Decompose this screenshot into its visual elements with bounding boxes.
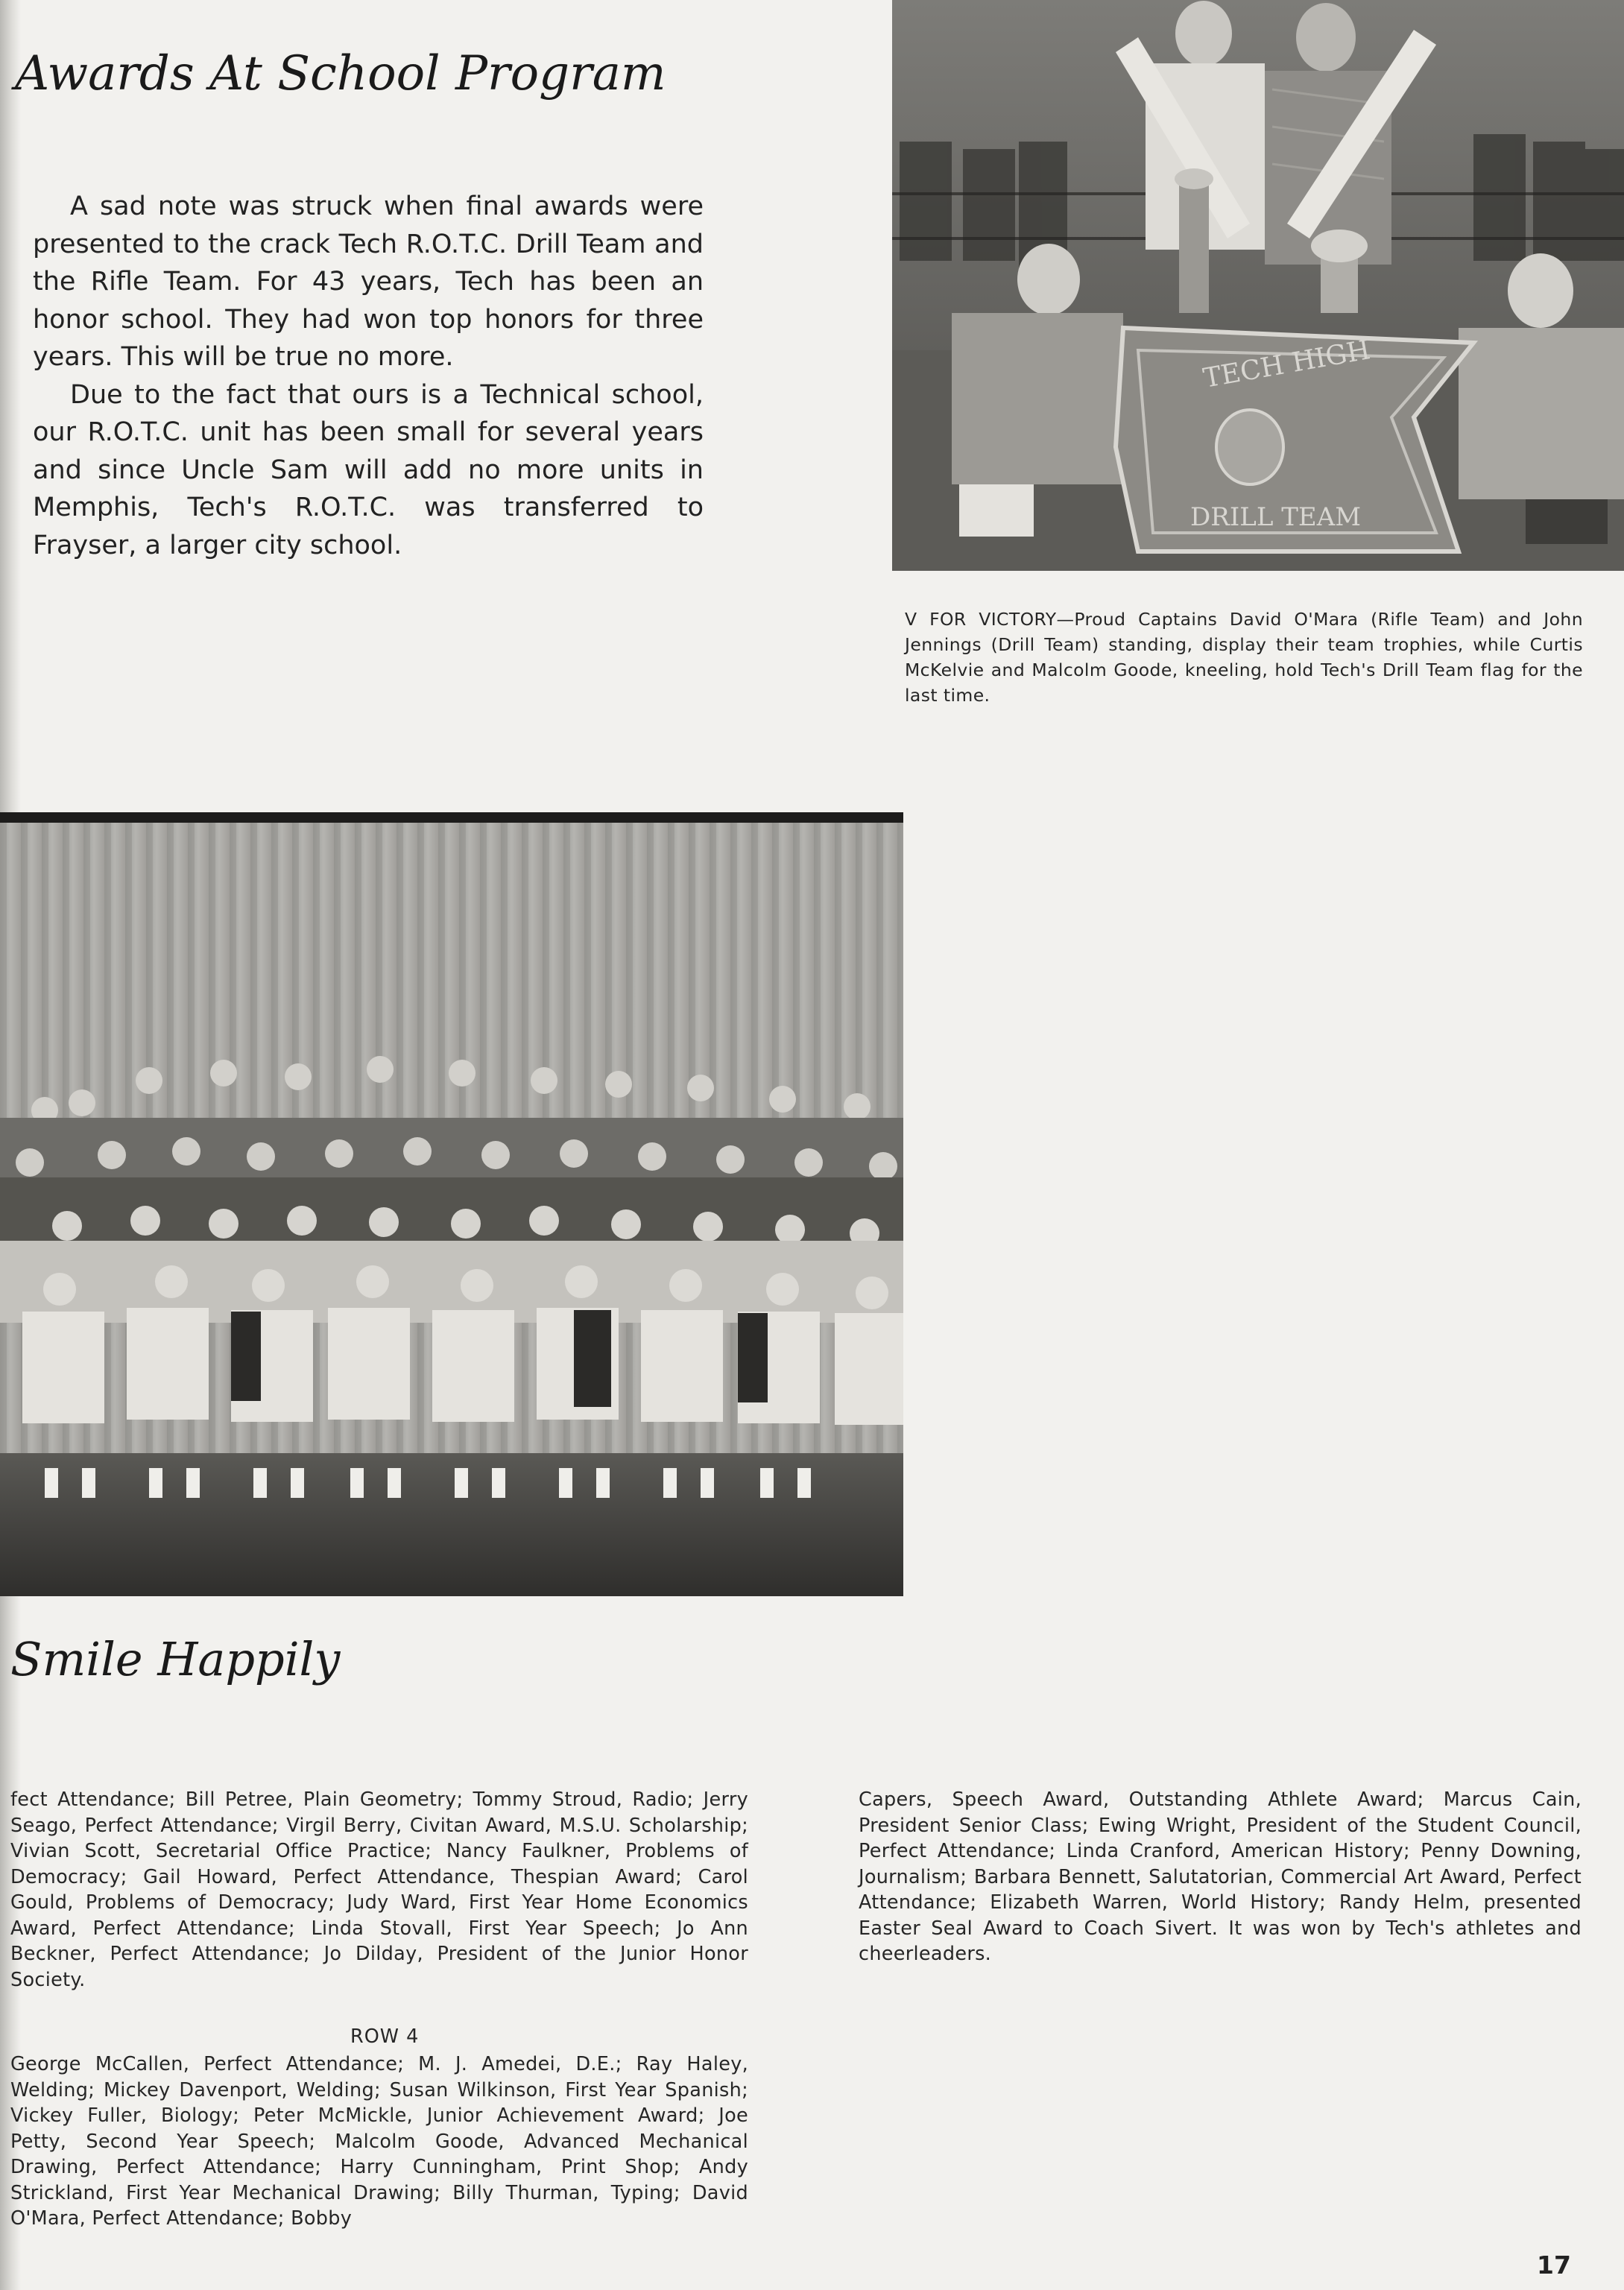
headline-awards: Awards At School Program: [15, 46, 666, 101]
award-names-column-left-top: fect Attendance; Bill Petree, Plain Geometry; Tommy Stroud, Radio; Jerry Seago, Perfect Attendance; Virgil Berry, Civitan Award, M.S.U. Scholarship; Vivian Scott, Secretarial Office Practice; Nancy Faulkner, Problems of Democracy; Gail Howard, Perfect Attendance, Thespian Award; Carol Gould, Problems of Democracy; Judy Ward, First Year Home Economics Award, Perfect Attendance; Linda Stovall, First Year Speech; Jo Ann Beckner, Perfect Attendance; Jo Dilday, President of the Junior Honor Society.: [10, 1788, 748, 1991]
award-names-column-left-bottom: George McCallen, Perfect Attendance; M. J. Amedei, D.E.; Ray Haley, Welding; Mickey Davenport, Welding; Susan Wilkinson, First Year Spanish; Vickey Fuller, Biology; Peter McMickle, Junior Achievement Award; Joe Petty, Second Year Speech; Malcolm Goode, Advanced Mechanical Drawing, Perfect Attendance; Harry Cunningham, Print Shop; Andy Strickland, First Year Mechanical Drawing; Billy Thurman, Typing; David O'Mara, Perfect Attendance; Bobby: [10, 2053, 748, 2230]
trophy-photo-caption: V FOR VICTORY—Proud Captains David O'Mara (Rifle Team) and John Jennings (Drill Team) standing, display their team trophies, while Curtis McKelvie and Malcolm Goode, kneeling, hold Tech's Drill Team flag for the last time.: [905, 609, 1583, 706]
headline-smile: Smile Happily: [10, 1632, 341, 1686]
flag-text-bottom: DRILL TEAM: [1190, 502, 1362, 532]
intro-article: [33, 188, 704, 564]
flag-text-top: TECH HIGH: [1201, 335, 1373, 394]
award-names-column-right: Capers, Speech Award, Outstanding Athlete Award; Marcus Cain, President Senior Class; Ewing Wright, President of the Student Council, Perfect Attendance; Linda Cranford, American History; Penny Downing, Journalism; Barbara Bennett, Salutatorian, Commercial Art Award, Perfect Attendance; Elizabeth Warren, World History; Randy Helm, presented Easter Seal Award to Coach Sivert. It was won by Tech's athletes and cheerleaders.: [859, 1788, 1582, 1965]
trophy-photo-image: [892, 0, 1624, 571]
group-photo: [0, 812, 903, 1596]
group-photo-image: [0, 812, 903, 1596]
trophy-photo: [892, 0, 1624, 571]
page-number: 17: [1537, 2251, 1571, 2280]
intro-paragraph-1: A sad note was struck when final awards were presented to the crack Tech R.O.T.C. Drill Team and the Rifle Team. For 43 years, Tech has been an honor school. They had won top honors for three years. This will be true no more.: [33, 192, 704, 372]
row-heading: ROW 4: [350, 2025, 420, 2048]
intro-paragraph-2: Due to the fact that ours is a Technical school, our R.O.T.C. unit has been small for several years and since Uncle Sam will add no more units in Memphis, Tech's R.O.T.C. was transferred to Frayser, a larger city school.: [33, 379, 704, 560]
